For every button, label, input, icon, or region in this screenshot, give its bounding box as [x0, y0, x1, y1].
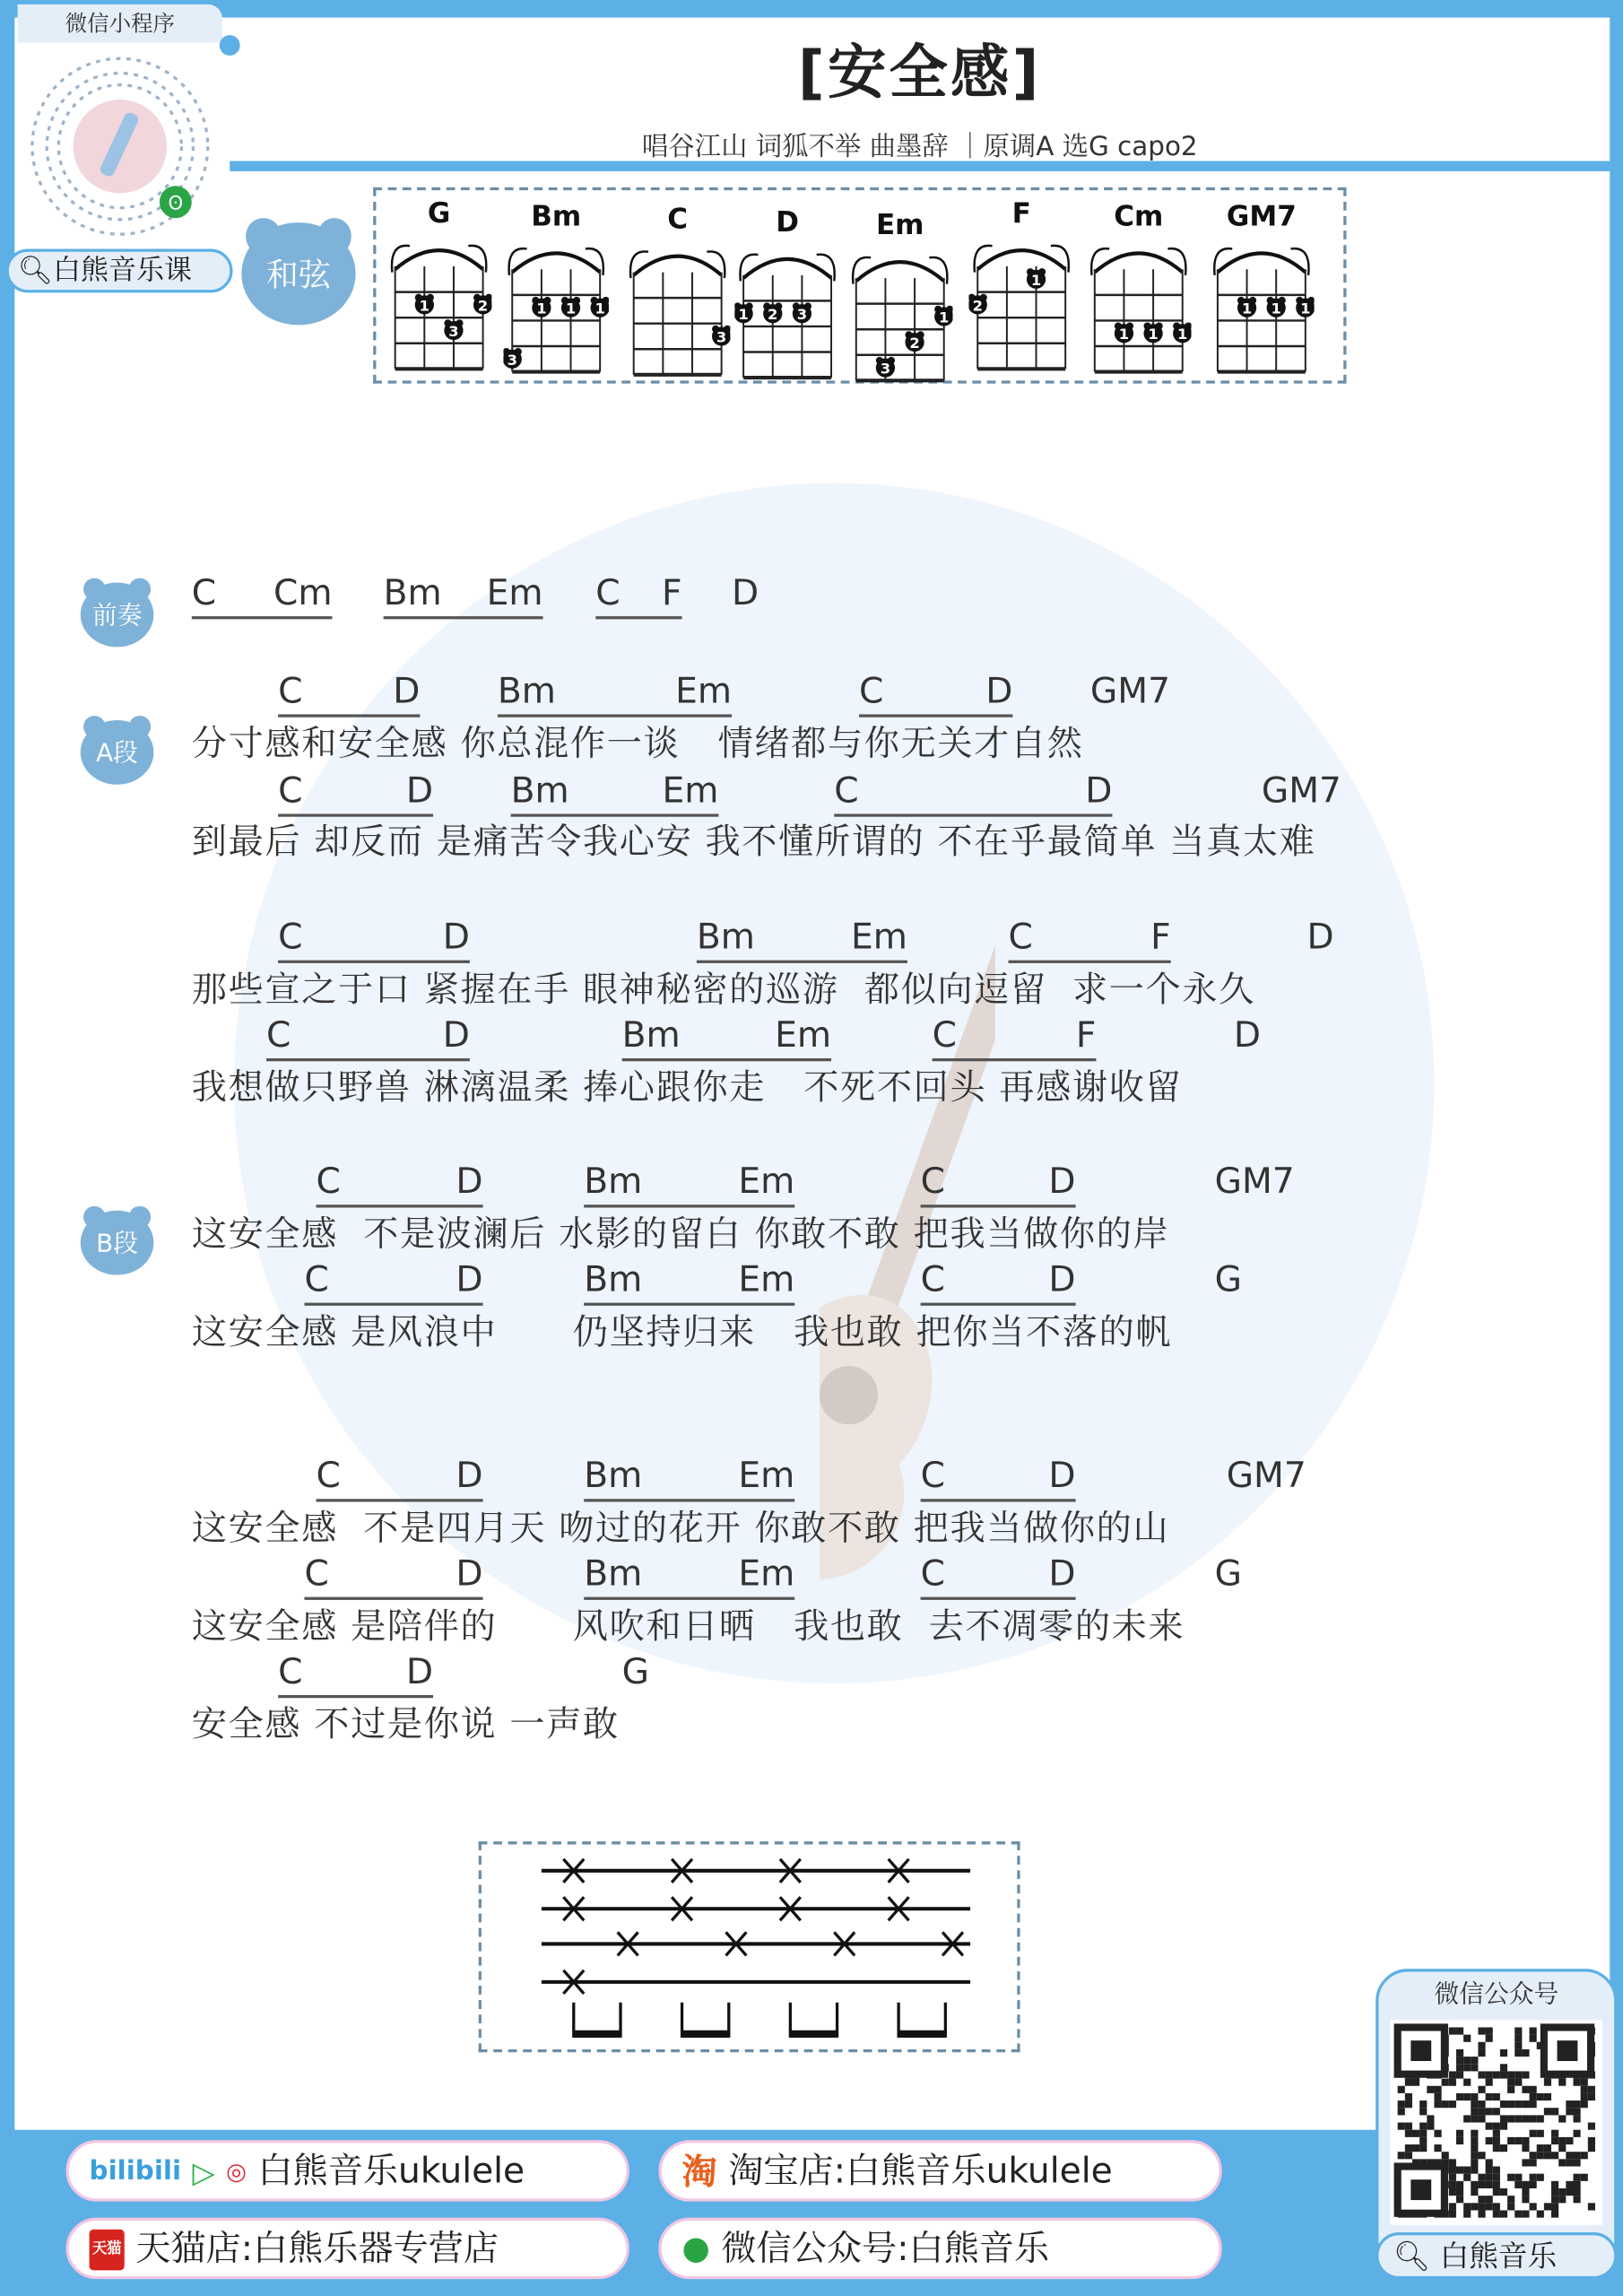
chord-name: GM7 — [1226, 200, 1297, 233]
chord-label: C — [278, 670, 303, 712]
chord-label: Bm — [584, 1455, 643, 1497]
svg-text:2: 2 — [972, 297, 983, 315]
chord-group — [834, 770, 1112, 816]
lyric-line: 那些宣之于口 紧握在手 眼神秘密的巡游 都似向逗留 求一个永久 — [191, 969, 1255, 1011]
chord-label: Bm — [696, 916, 755, 958]
chord-label: C — [595, 572, 621, 613]
chord-group — [921, 1161, 1076, 1207]
chord-label: GM7 — [1214, 1161, 1295, 1202]
chord-label: G — [1214, 1552, 1243, 1595]
chord-label: D — [456, 1455, 483, 1497]
weibo-icon: ◎ — [226, 2157, 247, 2186]
chord-label: C — [859, 670, 884, 712]
chord-group — [304, 1259, 482, 1306]
chord-group — [317, 1455, 483, 1501]
chord-label: Em — [738, 1455, 795, 1497]
chord-group — [933, 1014, 1097, 1061]
chord-diagram-Cm — [1086, 234, 1192, 380]
chord-label: GM7 — [1226, 1455, 1306, 1497]
chord-label: D — [985, 670, 1013, 712]
chord-group — [859, 671, 1012, 718]
finger-dot — [415, 294, 434, 315]
chord-group — [278, 770, 433, 816]
finger-dot — [968, 294, 986, 315]
chord-group — [266, 1014, 470, 1061]
chord-label: Bm — [383, 572, 442, 613]
song-title: [安全感] — [797, 39, 1042, 108]
wechat-qr-code-icon[interactable] — [1390, 2020, 1602, 2224]
chord-label: D — [1048, 1552, 1076, 1595]
chord-label: C — [1008, 916, 1033, 958]
svg-text:1: 1 — [1030, 271, 1042, 289]
chord-group — [384, 572, 543, 619]
svg-text:1: 1 — [1271, 300, 1281, 317]
dot-decoration — [220, 35, 240, 56]
svg-text:3: 3 — [716, 328, 727, 346]
song-credits: 唱谷江山 词狐不举 曲墨辞 ｜原调A 选G capo2 — [641, 131, 1198, 163]
finger-dot — [763, 302, 782, 323]
finger-dot — [905, 331, 924, 352]
lyric-line: 我想做只野兽 淋漓温柔 捧心跟你走 不死不回头 再感谢收留 — [191, 1066, 1183, 1109]
wechat-pill[interactable] — [658, 2218, 1221, 2280]
chord-label: D — [1048, 1161, 1076, 1202]
chord-group — [584, 1553, 794, 1600]
chord-label: D — [456, 1552, 483, 1595]
svg-text:2: 2 — [909, 335, 920, 352]
chord-label: C — [316, 1455, 341, 1497]
svg-text:3: 3 — [796, 306, 808, 324]
chord-label: Em — [850, 916, 907, 958]
taobao-label: 淘宝店:白熊音乐ukulele — [728, 2150, 1113, 2192]
chord-group — [622, 1014, 831, 1061]
svg-text:1: 1 — [1177, 326, 1188, 344]
chord-group — [595, 572, 681, 619]
chord-label: C — [278, 916, 303, 958]
chord-label: C — [278, 770, 303, 812]
finger-dot — [1173, 322, 1191, 343]
chord-group — [1009, 917, 1171, 963]
svg-text:2: 2 — [768, 306, 778, 324]
finger-dot — [591, 297, 609, 317]
chord-label: D — [456, 1258, 483, 1300]
chord-label: Em — [486, 572, 543, 613]
chord-label: Bm — [584, 1161, 643, 1202]
chord-diagram-Bm — [503, 234, 609, 380]
chord-label: C — [834, 770, 859, 812]
tmall-pill[interactable] — [65, 2218, 629, 2280]
social-pill[interactable] — [65, 2140, 629, 2202]
svg-text:3: 3 — [448, 322, 459, 340]
finger-dot — [793, 302, 812, 323]
chord-label: C — [278, 1651, 303, 1692]
chord-label: C — [191, 572, 217, 613]
finger-dot — [1115, 322, 1133, 343]
chord-diagram-C — [625, 237, 731, 383]
chord-label: Bm — [584, 1258, 643, 1300]
tmall-icon: 天猫 — [90, 2230, 125, 2271]
chord-diagram-G — [386, 231, 492, 378]
bilibili-icon: bilibili — [89, 2156, 182, 2187]
search-label: 白熊音乐课 — [52, 254, 193, 287]
svg-text:3: 3 — [507, 351, 517, 369]
chord-label: D — [1085, 770, 1113, 812]
chord-label: D — [732, 572, 759, 613]
section-badge-intro: 前奏 — [81, 583, 154, 648]
chord-label: Em — [775, 1014, 832, 1056]
svg-text:2: 2 — [477, 297, 489, 315]
taobao-icon: 淘 — [681, 2152, 717, 2193]
chord-label: GM7 — [1089, 670, 1170, 712]
chord-label: G — [1214, 1258, 1243, 1300]
chord-label: Bm — [621, 1014, 681, 1056]
chord-label: D — [442, 916, 470, 958]
chord-diagram-Em — [847, 243, 953, 389]
lyric-line: 安全感 不过是你说 一声敢 — [191, 1703, 620, 1745]
chord-diagram-F — [968, 231, 1074, 378]
finger-dot — [1237, 297, 1256, 317]
chord-label: F — [1075, 1014, 1097, 1056]
chord-group — [304, 1553, 482, 1600]
chords-badge: 和弦 — [241, 222, 355, 325]
chord-label: D — [456, 1161, 483, 1202]
chord-group — [584, 1161, 794, 1207]
chord-label: Em — [662, 770, 719, 812]
chord-group — [278, 1651, 433, 1698]
chord-label: Bm — [510, 770, 569, 812]
chord-label: C — [304, 1258, 329, 1300]
wechat-label: 微信公众号:白熊音乐 — [721, 2228, 1050, 2269]
chord-label: D — [1048, 1258, 1076, 1300]
chord-label: D — [1048, 1455, 1076, 1497]
chord-label: Em — [738, 1258, 795, 1300]
wechat-search-label: 白熊音乐 — [1439, 2238, 1558, 2274]
wechat-search[interactable] — [1376, 2232, 1617, 2279]
svg-text:1: 1 — [1300, 300, 1311, 317]
chord-label: C — [920, 1455, 945, 1497]
chord-group — [584, 1455, 794, 1501]
search-icon: 🔍︎ — [17, 254, 53, 287]
lyric-line: 这安全感 不是波澜后 水影的留白 你敢不敢 把我当做你的岸 — [191, 1213, 1170, 1255]
chord-label: D — [405, 1651, 434, 1692]
section-badge-a: A段 — [81, 720, 154, 785]
lyric-line: 到最后 却反而 是痛苦令我心安 我不懂所谓的 不在乎最简单 当真太难 — [191, 821, 1316, 863]
chord-group — [921, 1455, 1076, 1501]
lyric-line: 这安全感 不是四月天 吻过的花开 你敢不敢 把我当做你的山 — [191, 1508, 1170, 1549]
svg-text:1: 1 — [738, 306, 749, 324]
chord-name: Bm — [531, 200, 582, 233]
chord-label: F — [1150, 916, 1171, 958]
wechat-card-title: 微信公众号 — [1434, 1980, 1559, 2010]
chord-group — [921, 1259, 1076, 1306]
finger-dot — [1267, 297, 1286, 317]
svg-text:1: 1 — [595, 300, 605, 317]
strum-pattern — [479, 1841, 1020, 2052]
chord-label: G — [621, 1651, 650, 1692]
chord-label: C — [266, 1014, 291, 1056]
chord-name: G — [427, 197, 451, 230]
tmall-label: 天猫店:白熊乐器专营店 — [135, 2228, 499, 2269]
chord-group — [498, 671, 732, 718]
chord-group — [278, 917, 470, 963]
taobao-pill[interactable] — [658, 2140, 1221, 2202]
svg-text:1: 1 — [939, 309, 950, 326]
chord-group — [697, 917, 907, 963]
chord-group — [278, 671, 420, 718]
finger-dot — [503, 348, 521, 369]
svg-text:ʘ: ʘ — [168, 192, 184, 215]
play-icon: ▷ — [192, 2154, 215, 2190]
mini-program-tab: 微信小程序 — [18, 4, 222, 42]
chord-label: Bm — [584, 1552, 643, 1595]
finger-dot — [532, 297, 551, 317]
chord-group — [584, 1259, 794, 1306]
svg-text:1: 1 — [1241, 300, 1253, 317]
svg-text:1: 1 — [1148, 326, 1159, 344]
svg-text:1: 1 — [536, 300, 547, 317]
chord-group — [317, 1161, 483, 1207]
chord-label: Em — [738, 1161, 795, 1202]
finger-dot — [712, 326, 730, 346]
chord-name: Cm — [1114, 200, 1164, 233]
chord-label: D — [1306, 916, 1334, 958]
chord-group — [511, 770, 719, 816]
chord-diagram-GM7 — [1209, 234, 1315, 380]
chord-group — [921, 1553, 1076, 1600]
chord-group — [192, 572, 333, 619]
finger-dot — [473, 294, 491, 315]
chord-label: D — [442, 1014, 470, 1056]
chord-label: C — [316, 1161, 341, 1202]
chord-label: F — [662, 572, 682, 613]
chord-diagram-D — [734, 240, 840, 387]
finger-dot — [561, 297, 580, 317]
finger-dot — [876, 357, 895, 378]
chord-label: Bm — [497, 670, 556, 712]
finger-dot — [444, 319, 463, 340]
chord-name: F — [1011, 197, 1031, 230]
chord-name: D — [776, 206, 799, 239]
chord-label: Em — [675, 670, 733, 712]
svg-text:1: 1 — [419, 297, 430, 315]
finger-dot — [1143, 322, 1162, 343]
search-icon: 🔍︎ — [1393, 2238, 1440, 2274]
svg-text:1: 1 — [1118, 326, 1130, 344]
chord-label: GM7 — [1261, 770, 1341, 812]
chord-label: C — [920, 1258, 945, 1300]
chord-label: D — [405, 770, 434, 812]
svg-text:1: 1 — [565, 300, 577, 317]
chord-label: C — [304, 1552, 329, 1595]
finger-dot — [1027, 268, 1046, 289]
lyric-line: 分寸感和安全感 你总混作一谈 情绪都与你无关才自然 — [191, 723, 1084, 764]
chord-label: C — [932, 1014, 958, 1056]
chord-label: C — [920, 1161, 945, 1202]
lyric-line: 这安全感 是陪伴的 风吹和日晒 我也敢 去不凋零的未来 — [191, 1605, 1185, 1648]
lyric-line: 这安全感 是风浪中 仍坚持归来 我也敢 把你当不落的帆 — [191, 1311, 1173, 1353]
chord-label: D — [1233, 1014, 1262, 1056]
chord-label: Em — [738, 1552, 795, 1595]
section-badge-b: B段 — [81, 1211, 154, 1275]
finger-dot — [1296, 297, 1314, 317]
mini-program-code-icon[interactable] — [21, 47, 220, 246]
chord-name: C — [667, 203, 689, 236]
wechat-icon: ● — [681, 2231, 710, 2268]
chord-label: C — [920, 1552, 945, 1595]
finger-dot — [734, 302, 752, 323]
chord-label: D — [393, 670, 421, 712]
svg-text:3: 3 — [880, 360, 891, 378]
search-mini-program[interactable] — [6, 248, 233, 292]
chord-name: Em — [875, 209, 924, 242]
social-label: 白熊音乐ukulele — [257, 2150, 525, 2192]
chord-label: Cm — [273, 572, 333, 613]
finger-dot — [934, 306, 952, 326]
